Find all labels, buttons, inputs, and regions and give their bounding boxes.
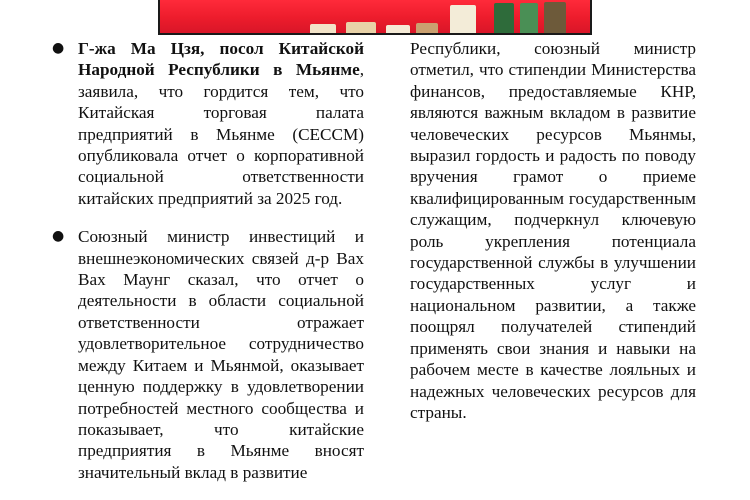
photo-figure	[416, 23, 438, 33]
list-item	[52, 226, 364, 483]
left-column	[52, 38, 364, 500]
photo-figure	[386, 25, 410, 33]
header-photo	[158, 0, 592, 35]
photo-figure	[520, 3, 538, 33]
photo-figure	[494, 3, 514, 33]
paragraph	[78, 226, 364, 483]
list-item	[52, 38, 364, 209]
speaker-name: Г-жа Ма Цзя, посол Китайской Народной Республики в Мьянме	[78, 39, 364, 80]
bullet-icon: ●	[52, 40, 65, 56]
paragraph	[78, 38, 364, 209]
bullet-icon: ●	[52, 228, 65, 245]
paragraph-text: Союзный министр инвестиций и внешнеэкономических связей д-р Вах Вах Маунг сказал, что отчет о деятельности в области социальной ответственности отражает удовлетворительное сотрудничество между Китаем и Мьянмой, оказывает ценную поддержку в удовлетворении потребностей местного сообщества и показывает, что китайские предприятия в Мьянме вносят значительный вклад в развитие	[78, 227, 364, 482]
paragraph-text: Республики, союзный министр отметил, что стипендии Министерства финансов, предоставляемые КНР, являются важным вкладом в развитие человеческих ресурсов Мьянмы, выразил гордость и радость по поводу вручения грамот о приеме квалифицированным государственным служащим, подчеркнул ключевую роль укрепления потенциала государственной службы в улучшении государственных услуг и национальном развитии, а также поощрял получателей стипендий применять свои знания и навыки на рабочем месте в качестве лояльных и надежных человеческих ресурсов для страны.	[410, 39, 696, 422]
right-column	[410, 38, 696, 423]
photo-figure	[544, 2, 566, 33]
paragraph-text: , заявила, что гордится тем, что Китайская торговая палата предприятий в Мьянме (CECCM) опубликовала отчет о корпоративной социальной ответственности китайских предприятий за 2025 год.	[78, 60, 364, 208]
photo-figure	[346, 22, 376, 33]
photo-figure	[310, 24, 336, 33]
photo-figure	[450, 5, 476, 33]
